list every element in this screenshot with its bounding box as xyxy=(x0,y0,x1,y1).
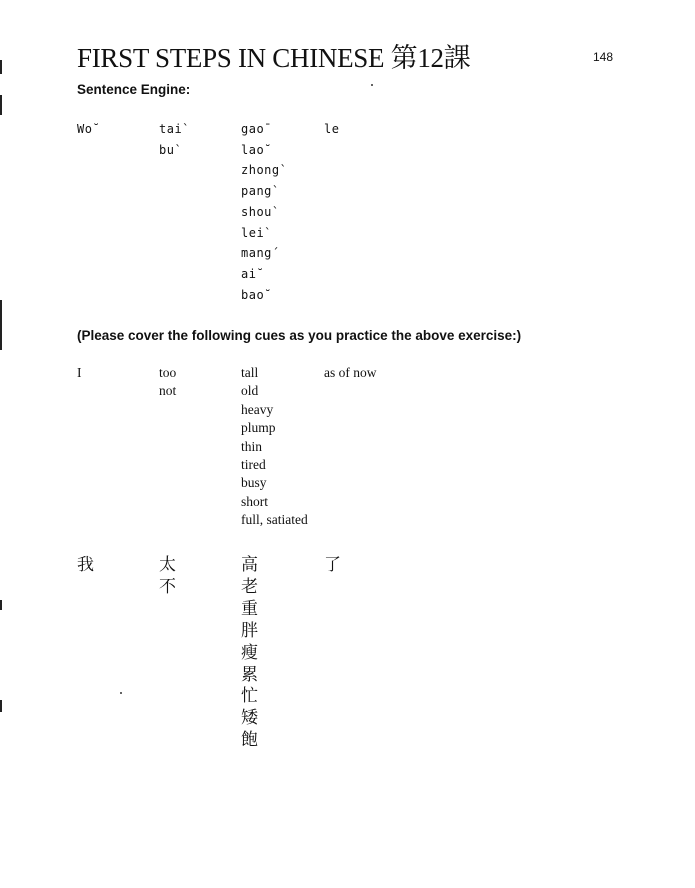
scan-speck xyxy=(371,84,373,86)
english-cell: short xyxy=(241,493,268,509)
pinyin-cell: le xyxy=(324,122,340,136)
character-cell: 不 xyxy=(159,576,176,597)
scan-edge-mark xyxy=(0,600,2,610)
character-cell: 瘦 xyxy=(241,642,258,663)
scan-edge-mark xyxy=(0,300,2,350)
english-cell: old xyxy=(241,383,259,399)
pinyin-cell: Wo˘ xyxy=(77,122,101,136)
character-cell: 老 xyxy=(241,576,258,597)
pinyin-cell: bao˘ xyxy=(241,287,272,302)
character-cell: 了 xyxy=(324,555,341,575)
page-number: 148 xyxy=(593,50,614,64)
pinyin-cell: tai` xyxy=(159,122,190,136)
scan-speck xyxy=(120,692,122,694)
pinyin-cell: ai˘ xyxy=(241,266,265,281)
english-cell: busy xyxy=(241,475,267,491)
english-cell: too xyxy=(159,365,177,380)
scan-edge-mark xyxy=(0,95,2,115)
pinyin-cell: lei` xyxy=(241,225,272,240)
english-cell: I xyxy=(77,365,82,380)
character-cell: 重 xyxy=(241,598,258,619)
character-cell: 矮 xyxy=(241,708,258,729)
pinyin-cell: bu` xyxy=(159,142,183,157)
sentence-engine-heading: Sentence Engine: xyxy=(77,82,191,97)
english-cell: not xyxy=(159,383,177,399)
pinyin-cell: shou` xyxy=(241,204,280,219)
pinyin-cell: lao˘ xyxy=(241,142,272,157)
character-cell: 忙 xyxy=(241,686,258,707)
pinyin-cell: mang´ xyxy=(241,246,280,261)
english-cell: full, satiated xyxy=(241,512,308,528)
scan-edge-mark xyxy=(0,700,2,712)
character-cell: 飽 xyxy=(241,730,258,751)
page-title: FIRST STEPS IN CHINESE 第12課 xyxy=(77,43,471,73)
pinyin-cell: zhong` xyxy=(241,163,288,178)
english-cell: as of now xyxy=(324,365,377,380)
character-cell: 高 xyxy=(241,555,258,575)
scan-edge-mark xyxy=(0,60,2,74)
page-left-edge xyxy=(0,0,2,888)
english-cell: plump xyxy=(241,420,276,436)
character-cell: 我 xyxy=(77,555,94,575)
character-cell: 累 xyxy=(241,664,258,685)
pinyin-cell: gao¯ xyxy=(241,122,272,136)
cues-heading: (Please cover the following cues as you practice the above exercise:) xyxy=(77,328,522,343)
english-cell: thin xyxy=(241,438,263,454)
english-cell: tired xyxy=(241,457,266,472)
character-cell: 胖 xyxy=(241,620,258,641)
english-cell: tall xyxy=(241,365,259,380)
english-cell: heavy xyxy=(241,401,274,417)
character-cell: 太 xyxy=(159,555,176,575)
pinyin-cell: pang` xyxy=(241,184,280,199)
